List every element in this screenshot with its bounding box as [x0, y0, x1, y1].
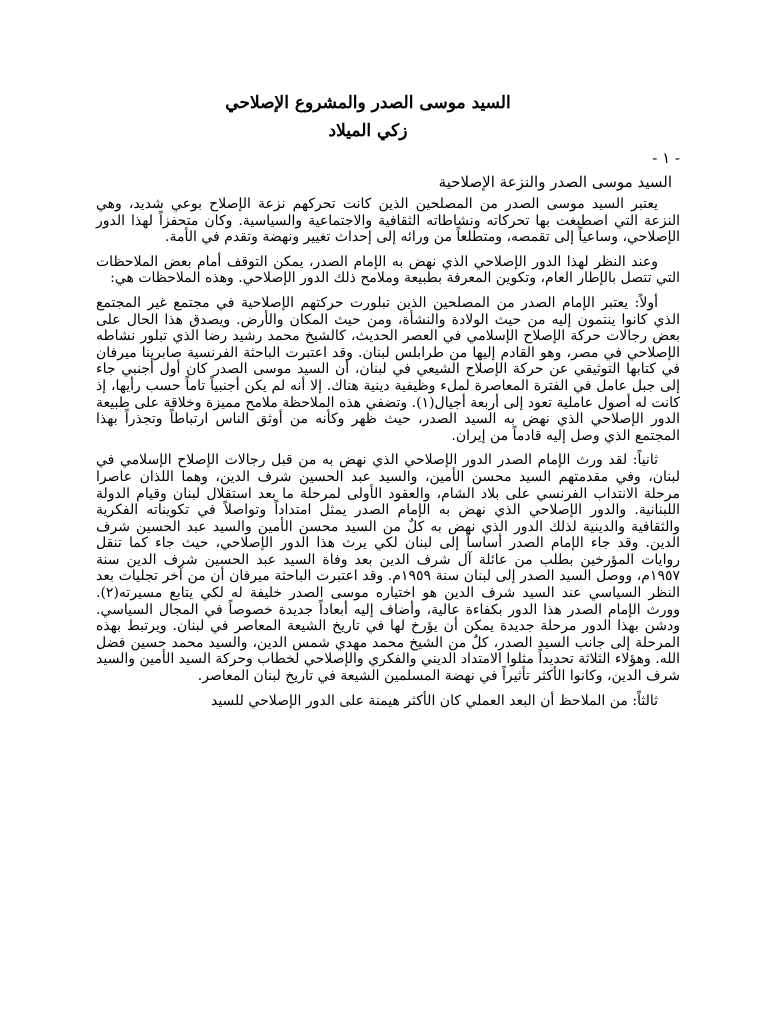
paragraph-third: ثالثاً: من الملاحظ أن البعد العملي كان الأكثر هيمنة على الدور الإصلاحي للسيد	[210, 692, 658, 709]
paragraph-observations: وعند النظر لهذا الدور الإصلاحي الذي نهض به الإمام الصدر، يمكن التوقف أمام بعض الملاحظات التي تتصل بالإطار العام، وتكوين المعرفة بطبيعة وملامح ذلك الدور الإصلاحي. وهذه الملاحظات هي:	[96, 253, 680, 287]
document-author: زكي الميلاد	[328, 121, 408, 141]
document-title: السيد موسى الصدر والمشروع الإصلاحي	[225, 93, 511, 113]
section-title: السيد موسى الصدر والنزعة الإصلاحية	[438, 173, 672, 191]
paragraph-intro: يعتبر السيد موسى الصدر من المصلحين الذين كانت تحركهم نزعة الإصلاح بوعي شديد، وهي النزعة التي اصطبغت بها تحركاته ونشاطاته الثقافية والاجتماعية والسياسية. وكان متحفزاً لهذا الدور الإصلاحي، وساعياً إلى تقمصه، ومتطلعاً من ورائه إلى إحداث تغيير ونهضة وتقدم في الأمة.	[96, 196, 680, 246]
paragraph-second: ثانياً: لقد ورث الإمام الصدر الدور الإصلاحي الذي نهض به من قبل رجالات الإصلاح الإسلامي في لبنان، وفي مقدمتهم السيد محسن الأمين، والسيد عبد الحسين شرف الدين، وهما اللذان عاصرا مرحلة الانتداب الفرنسي على بلاد الشام، والعقود الأولى لمرحلة ما بعد استقلال لبنان وقيام الدولة اللبنانية. والدور الإصلاحي الذي نهض به الإمام الصدر يمثل امتداداً وتواصلاً في تكويناته الفكرية والثقافية والدينية لذلك الدور الذي نهض به كلٌ من السيد محسن الأمين والسيد عبد الحسين شرف الدين. وقد جاء الإمام الصدر أساساً إلى لبنان لكي يرث هذا الدور الإصلاحي، حيث جاء كما تنقل روايات المؤرخين بطلب من عائلة آل شرف الدين بعد وفاة السيد عبد الحسين شرف الدين سنة ١٩٥٧م، ووصل السيد الصدر إلى لبنان سنة ١٩٥٩م. وقد اعتبرت الباحثة ميرفان أن من آخر تجليات بعد النظر السياسي عند السيد شرف الدين هو اختياره موسى الصدر خليفة له لكي يتابع مسيرته(٢). وورث الإمام الصدر هذا الدور بكفاءة عالية، وأضاف إليه أبعاداً جديدة خصوصاً في المجال السياسي. ودشن بهذا الدور مرحلة جديدة يمكن أن يؤرخ لها في تاريخ الشيعة المعاصر في لبنان. ويرتبط بهذه المرحلة إلى جانب السيد الصدر، كلٌ من الشيخ محمد مهدي شمس الدين، والسيد محمد حسين فضل الله. وهؤلاء الثلاثة تحديداً مثلوا الامتداد الديني والفكري والإصلاحي لخطاب وحركة السيد الأمين والسيد شرف الدين، وكانوا الأكثر تأثيراً في نهضة المسلمين الشيعة في تاريخ لبنان المعاصر.	[96, 452, 681, 685]
section-number: - ١ -	[652, 149, 680, 167]
document-page	[96, 92, 680, 717]
paragraph-first: أولاً: يعتبر الإمام الصدر من المصلحين الذين تبلورت حركتهم الإصلاحية في مجتمع غير المجتمع الذي كانوا ينتمون إليه من حيث الولادة والنشأة، ومن حيث المكان والأرض. ويصدق هذا الحال على بعض رجالات حركة الإصلاح الإسلامي في العصر الحديث، كالشيخ محمد رشيد رضا الذي تبلور نشاطه الإصلاحي في مصر، وهو القادم إليها من طرابلس لبنان. وقد اعتبرت الباحثة الفرنسية صابرينا ميرفان في كتابها التوثيقي عن حركة الإصلاح الشيعي في لبنان، أن السيد موسى الصدر كان أول أجنبي جاء إلى جبل عامل في الفترة المعاصرة لملء وظيفية دينية هناك. إلا أنه لم يكن أجنبياً تاماً حسب رأيها، إذ كانت له أصول عاملية تعود إلى أربعة أجيال(١). وتضفي هذه الملاحظة ملامح مميزة وخلاقة على طبيعة الدور الإصلاحي الذي نهض به السيد الصدر، حيث ظهر وكأنه من أوثق الناس ارتباطاً وتجذراً بهذا المجتمع الذي وصل إليه قادماً من إيران.	[96, 294, 681, 444]
